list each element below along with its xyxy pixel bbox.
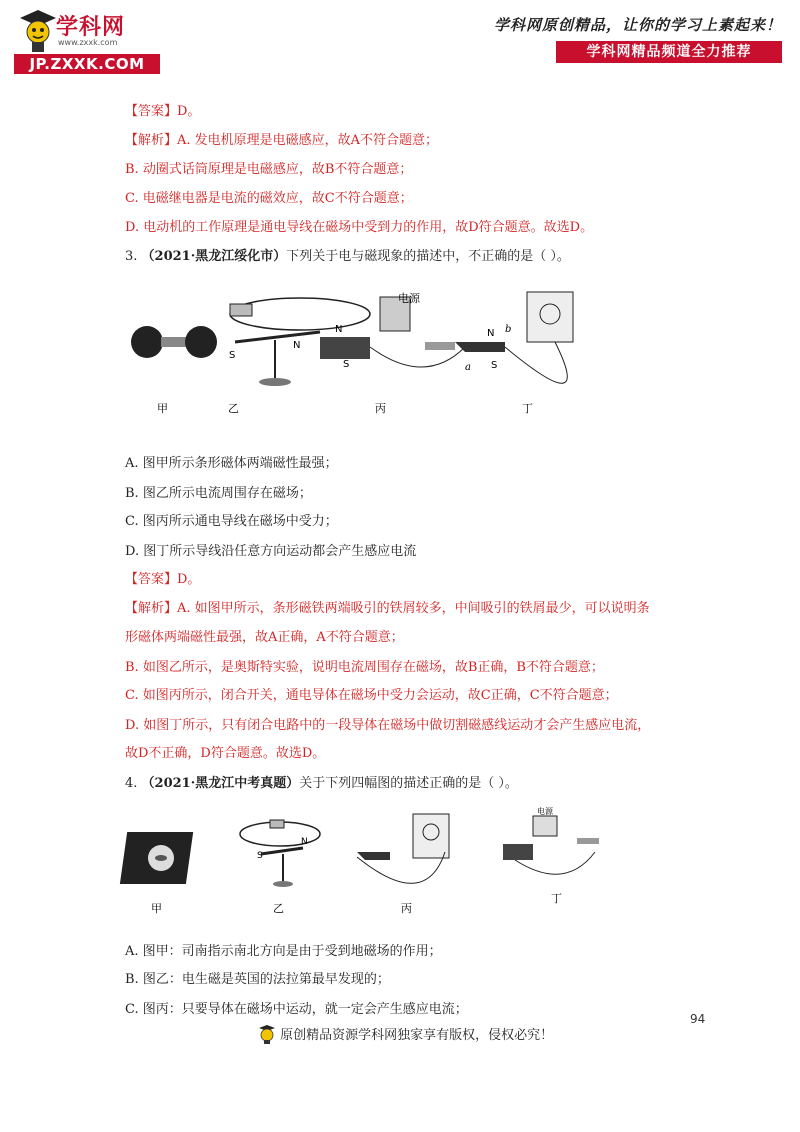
q3-option-a: A. 图甲所示条形磁体两端磁性最强； — [125, 456, 338, 471]
explanation-3-2: 形磁体两端磁性最强，故A正确，A不符合题意； — [125, 630, 404, 645]
figure-q4 — [125, 807, 685, 922]
fig-jia-magnet — [131, 326, 217, 358]
question-number: 3. — [125, 249, 138, 264]
explanation-2-b: B. 动圈式话筒原理是电磁感应，故B不符合题意； — [125, 162, 413, 177]
fig-q3-n2: N — [335, 324, 343, 335]
q3-option-d: D. 图丁所示导线沿任意方向运动都会产生感应电流 — [125, 544, 417, 559]
fig-q4-bing: 丙 — [401, 902, 412, 915]
question-4 — [125, 772, 518, 791]
fig-q3-a: a — [465, 362, 471, 373]
q4-option-a: A. 图甲：司南指示南北方向是由于受到地磁场的作用； — [125, 944, 442, 959]
fig-q3-n1: N — [293, 340, 301, 351]
question-source: （2021·黑龙江中考真题） — [141, 776, 300, 791]
fig-q3-power-label: 电源 — [398, 292, 420, 305]
q4-option-c: C. 图丙：只要导体在磁场中运动，就一定会产生感应电流； — [125, 1002, 468, 1017]
q4-option-b: B. 图乙：电生磁是英国的法拉第最早发现的； — [125, 972, 390, 987]
fig-q3-n3: N — [487, 328, 495, 339]
figure-q3-drawing — [125, 292, 685, 422]
page-number: 94 — [690, 1012, 706, 1026]
fig-q4-power-label: 电源 — [537, 807, 553, 816]
copyright-text: 原创精品资源学科网独家享有版权，侵权必究！ — [280, 1028, 554, 1043]
logo-subtitle: www.zxxk.com — [58, 38, 118, 47]
fig-q3-s2: S — [343, 359, 350, 370]
fig-q4-bing-generator — [357, 814, 449, 883]
logo-url-bar: JP.ZXXK.COM — [14, 54, 160, 74]
fig-q3-ding: 丁 — [522, 402, 533, 415]
explanation-3-4: C. 如图丙所示，闭合开关，通电导体在磁场中受力会运动，故C正确，C不符合题意； — [125, 688, 618, 703]
fig-q4-yi-oersted — [240, 820, 320, 887]
fig-q4-jia-sinan — [120, 832, 193, 884]
fig-q3-s3: S — [491, 360, 498, 371]
mascot-icon — [18, 8, 58, 54]
explanation-3-5: D. 如图丁所示，只有闭合电路中的一段导体在磁场中做切割磁感线运动才会产生感应电流， — [125, 718, 651, 733]
header-right — [492, 14, 782, 63]
q3-option-c: C. 图丙所示通电导线在磁场中受力； — [125, 514, 338, 529]
slogan: 学科网原创精品，让你的学习上素起来！ — [493, 16, 782, 34]
explanation-3-6: 故D不正确，D符合题意。故选D。 — [125, 746, 326, 761]
explanation-2-a: 【解析】A. 发电机原理是电磁感应，故A不符合题意； — [125, 133, 439, 148]
question-number: 4. — [125, 776, 138, 791]
fig-q4-s: S — [257, 851, 263, 861]
explanation-3-3: B. 如图乙所示，是奥斯特实验，说明电流周围存在磁场，故B正确，B不符合题意； — [125, 660, 604, 675]
fig-q3-yi: 乙 — [228, 402, 239, 415]
fig-q4-ding-motor — [503, 816, 599, 874]
question-3 — [125, 245, 570, 264]
fig-q3-b: b — [505, 324, 512, 335]
site-logo — [14, 8, 164, 74]
logo-title: 学科网 — [56, 15, 126, 40]
fig-q4-ding: 丁 — [551, 892, 562, 905]
channel-banner: 学科网精品频道全力推荐 — [556, 41, 782, 63]
q3-option-b: B. 图乙所示电流周围存在磁场； — [125, 486, 312, 501]
explanation-2-c: C. 电磁继电器是电流的磁效应，故C不符合题意； — [125, 191, 413, 206]
fig-q3-jia: 甲 — [157, 402, 168, 415]
fig-q3-s1: S — [229, 350, 236, 361]
question-source: （2021·黑龙江绥化市） — [141, 249, 287, 264]
fig-q4-jia: 甲 — [151, 902, 162, 915]
answer-2: 【答案】D。 — [125, 104, 201, 119]
fig-ding-generator — [455, 292, 573, 383]
figure-q3 — [125, 292, 685, 422]
explanation-2-d: D. 电动机的工作原理是通电导线在磁场中受到力的作用，故D符合题意。故选D。 — [125, 220, 594, 235]
fig-q4-yi: 乙 — [273, 902, 284, 915]
copyright-footer — [258, 1024, 553, 1044]
mascot-icon — [258, 1024, 276, 1044]
question-text: 关于下列四幅图的描述正确的是（ ）。 — [299, 776, 518, 791]
fig-q4-n: N — [301, 837, 308, 847]
answer-3: 【答案】D。 — [125, 572, 201, 587]
explanation-3-1: 【解析】A. 如图甲所示，条形磁铁两端吸引的铁屑较多，中间吸引的铁屑最少，可以说明条 — [125, 601, 650, 616]
figure-q4-drawing — [125, 807, 685, 922]
question-text: 下列关于电与磁现象的描述中，不正确的是（ ）。 — [286, 249, 570, 264]
fig-q3-bing: 丙 — [375, 402, 386, 415]
